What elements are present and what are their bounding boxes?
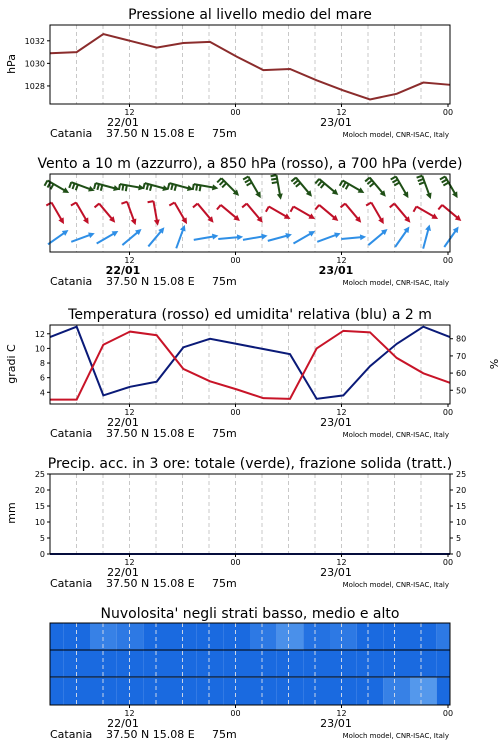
y-tick-label: 70: [456, 351, 467, 361]
station-label: Catania: [50, 275, 93, 288]
wind-850-barb: [266, 207, 291, 220]
x-tick-label: 00: [230, 558, 241, 567]
cloud-cell: [143, 650, 170, 677]
temp-frame: [50, 325, 450, 404]
precip-grid: [77, 474, 422, 554]
wind-700-barb: [243, 176, 261, 198]
y-tick-label: 20: [456, 486, 467, 495]
wind-10m-barb: [122, 229, 141, 245]
elevation-label: 75m: [212, 275, 237, 288]
wind-10m-barb: [194, 234, 219, 240]
credit-label: Moloch model, CNR-ISAC, Italy: [342, 431, 449, 439]
wind-10m-barb: [368, 229, 387, 245]
y-tick-label: 25: [456, 470, 467, 479]
cloud-cell: [197, 650, 224, 677]
x-tick-label: 12: [124, 408, 135, 417]
cloud-cell: [170, 678, 197, 705]
cloud-cell: [383, 623, 410, 650]
x-tick-label: 00: [230, 709, 241, 718]
y-tick-label: 0: [39, 550, 45, 559]
cloud-cell: [223, 678, 250, 705]
wind-700-barb: [44, 181, 69, 194]
cloud-cell: [330, 678, 357, 705]
y-tick-label: 5: [456, 534, 462, 543]
pressure-ylabel: hPa: [5, 54, 18, 74]
x-tick-label: 12: [124, 256, 135, 265]
cloud-cell: [277, 650, 304, 677]
cloud-cell: [250, 650, 277, 677]
cloud-cell: [410, 650, 437, 677]
cloud-cell: [303, 650, 330, 677]
cloud-cell: [383, 678, 410, 705]
credit-label: Moloch model, CNR-ISAC, Italy: [342, 279, 449, 287]
wind-10m-barb: [423, 224, 431, 248]
cloud-cell: [50, 678, 63, 705]
wind-850-barb: [366, 202, 384, 224]
wind-10m-barb: [395, 227, 409, 247]
wind-frame: [50, 174, 450, 252]
wind-700-barb: [417, 176, 432, 199]
wind-700-barb: [168, 183, 194, 191]
elevation-label: 75m: [212, 577, 237, 590]
y-tick-label: 5: [39, 534, 45, 543]
wind-title: Vento a 10 m (azzurro), a 850 hPa (rosso), a 700 hPa (verde): [37, 156, 463, 172]
station-label: Catania: [50, 127, 93, 140]
date-label: 23/01: [320, 717, 352, 730]
wind-850-barb: [242, 204, 263, 223]
pressure-title: Pressione al livello medio del mare: [128, 7, 372, 23]
cloud-cell: [277, 623, 304, 650]
x-tick-label: 12: [336, 408, 347, 417]
coords-label: 37.50 N 15.08 E: [106, 427, 195, 440]
station-label: Catania: [50, 427, 93, 440]
y-tick-label: 80: [456, 334, 467, 344]
wind-10m-barb: [71, 232, 94, 241]
wind-10m-barb: [341, 234, 366, 240]
cloud-cell: [197, 678, 224, 705]
elevation-label: 75m: [212, 127, 237, 140]
precip-frame: [50, 474, 450, 554]
wind-700-barb: [340, 181, 365, 194]
elevation-label: 75m: [212, 427, 237, 440]
cloud-cell: [170, 623, 197, 650]
elevation-label: 75m: [212, 728, 237, 741]
wind-850-barb: [169, 202, 187, 224]
cloud-cell: [50, 623, 63, 650]
cloud-cell: [223, 623, 250, 650]
temp-ylabel: gradi C: [5, 344, 18, 384]
humidity-line: [50, 327, 450, 399]
cloud-title: Nuvolosita' negli strati basso, medio e alto: [100, 606, 400, 622]
temperature-line: [50, 331, 450, 400]
credit-label: Moloch model, CNR-ISAC, Italy: [342, 732, 449, 740]
wind-10m-barb: [97, 231, 119, 244]
y-tick-label: 20: [34, 486, 45, 495]
date-label: 23/01: [320, 116, 352, 129]
x-tick-label: 00: [442, 108, 454, 117]
x-tick-label: 00: [442, 558, 454, 567]
y-tick-label: 15: [34, 502, 45, 511]
wind-850-barb: [217, 205, 240, 221]
y-tick-label: 0: [456, 550, 462, 559]
date-label: 22/01: [107, 566, 139, 579]
wind-700-barb: [94, 183, 120, 191]
precip-xaxis: [50, 554, 453, 590]
pressure-yticks: [25, 37, 50, 91]
x-tick-label: 00: [230, 108, 241, 117]
coords-label: 37.50 N 15.08 E: [106, 577, 195, 590]
y-tick-label: 10: [456, 518, 467, 527]
wind-barbs: [44, 175, 461, 248]
wind-700-barb: [69, 182, 95, 191]
wind-10m-barb: [176, 225, 185, 248]
wind-850-barb: [315, 205, 338, 221]
x-tick-label: 00: [442, 408, 454, 417]
wind-10m-barb: [48, 230, 68, 244]
pressure-xaxis: [50, 104, 453, 140]
cloud-cell: [303, 678, 330, 705]
date-label: 22/01: [107, 416, 139, 429]
wind-700-barb: [315, 179, 338, 195]
cloud-cell: [410, 678, 437, 705]
humidity-ylabel: %: [487, 358, 500, 370]
wind-850-barb: [413, 207, 438, 220]
cloud-cell: [437, 678, 450, 705]
x-tick-label: 12: [336, 709, 347, 718]
wind-xaxis: [50, 252, 453, 288]
date-label: 22/01: [107, 717, 139, 730]
y-tick-label: 1030: [24, 59, 45, 69]
cloud-cells: [50, 623, 450, 705]
wind-10m-barb: [218, 234, 243, 240]
pressure-line: [50, 34, 450, 99]
date-label: 23/01: [320, 416, 352, 429]
temp-xaxis: [50, 404, 453, 440]
station-label: Catania: [50, 728, 93, 741]
x-tick-label: 00: [442, 709, 454, 718]
wind-850-barb: [390, 204, 411, 223]
cloud-cell: [357, 650, 384, 677]
precip-title: Precip. acc. in 3 ore: totale (verde), frazione solida (tratt.): [47, 456, 453, 472]
date-label: 23/01: [318, 264, 354, 277]
station-label: Catania: [50, 577, 93, 590]
wind-700-barb: [271, 175, 283, 200]
wind-10m-barb: [317, 232, 340, 241]
x-tick-label: 12: [336, 108, 347, 117]
cloud-cell: [277, 678, 304, 705]
cloud-cell: [383, 650, 410, 677]
cloud-cell: [303, 623, 330, 650]
wind-700-barb: [291, 178, 312, 197]
wind-850-barb: [46, 202, 64, 224]
cloud-cell: [410, 623, 437, 650]
cloud-cell: [143, 623, 170, 650]
wind-10m-barb: [243, 234, 268, 240]
temp-grid: [77, 325, 422, 404]
wind-700-barb: [119, 184, 145, 191]
y-tick-label: 10: [34, 518, 45, 527]
wind-850-barb: [193, 204, 214, 223]
wind-850-barb: [148, 201, 160, 226]
wind-10m-barb: [444, 227, 458, 247]
cloud-cell: [330, 623, 357, 650]
wind-850-barb: [71, 202, 89, 224]
x-tick-label: 00: [230, 256, 241, 265]
wind-850-barb: [121, 202, 136, 225]
cloud-cell: [330, 650, 357, 677]
cloud-cell: [197, 623, 224, 650]
coords-label: 37.50 N 15.08 E: [106, 127, 195, 140]
x-tick-label: 12: [124, 558, 135, 567]
date-label: 22/01: [107, 116, 139, 129]
x-tick-label: 12: [124, 108, 135, 117]
x-tick-label: 12: [336, 256, 347, 265]
y-tick-label: 50: [456, 386, 467, 396]
y-tick-label: 60: [456, 369, 467, 379]
y-tick-label: 12: [34, 329, 45, 339]
cloud-cell: [143, 678, 170, 705]
precip-ylabel: mm: [5, 502, 18, 524]
y-tick-label: 25: [34, 470, 45, 479]
cloud-cell: [170, 650, 197, 677]
precip-yticks: [35, 470, 466, 559]
credit-label: Moloch model, CNR-ISAC, Italy: [342, 581, 449, 589]
wind-700-barb: [391, 176, 409, 198]
x-tick-label: 00: [442, 256, 454, 265]
wind-850-barb: [290, 207, 315, 220]
credit-label: Moloch model, CNR-ISAC, Italy: [342, 131, 449, 139]
x-tick-label: 12: [124, 709, 135, 718]
x-tick-label: 00: [230, 408, 241, 417]
wind-700-barb: [193, 184, 219, 191]
wind-850-barb: [95, 204, 116, 223]
y-tick-label: 1032: [24, 36, 45, 46]
cloud-cell: [223, 650, 250, 677]
coords-label: 37.50 N 15.08 E: [106, 728, 195, 741]
cloud-xaxis: [50, 705, 453, 741]
x-tick-label: 12: [336, 558, 347, 567]
cloud-cell: [250, 678, 277, 705]
pressure-grid: [77, 25, 422, 104]
y-tick-label: 8: [39, 359, 45, 369]
wind-10m-barb: [293, 231, 315, 244]
cloud-cell: [250, 623, 277, 650]
wind-700-barb: [217, 178, 239, 196]
cloud-cell: [357, 678, 384, 705]
temp-title: Temperatura (rosso) ed umidita' relativa (blu) a 2 m: [68, 307, 432, 323]
cloud-cell: [437, 650, 450, 677]
cloud-cell: [437, 623, 450, 650]
y-tick-label: 6: [39, 373, 45, 383]
date-label: 23/01: [320, 566, 352, 579]
cloud-cell: [357, 623, 384, 650]
date-label: 22/01: [105, 264, 141, 277]
cloud-cell: [50, 650, 63, 677]
coords-label: 37.50 N 15.08 E: [106, 275, 195, 288]
y-tick-label: 1028: [24, 81, 45, 91]
y-tick-label: 4: [39, 388, 45, 398]
y-tick-label: 10: [34, 344, 45, 354]
pressure-frame: [50, 25, 450, 104]
y-tick-label: 15: [456, 502, 467, 511]
wind-700-barb: [440, 176, 458, 198]
wind-700-barb: [365, 178, 386, 197]
wind-850-barb: [341, 204, 362, 223]
